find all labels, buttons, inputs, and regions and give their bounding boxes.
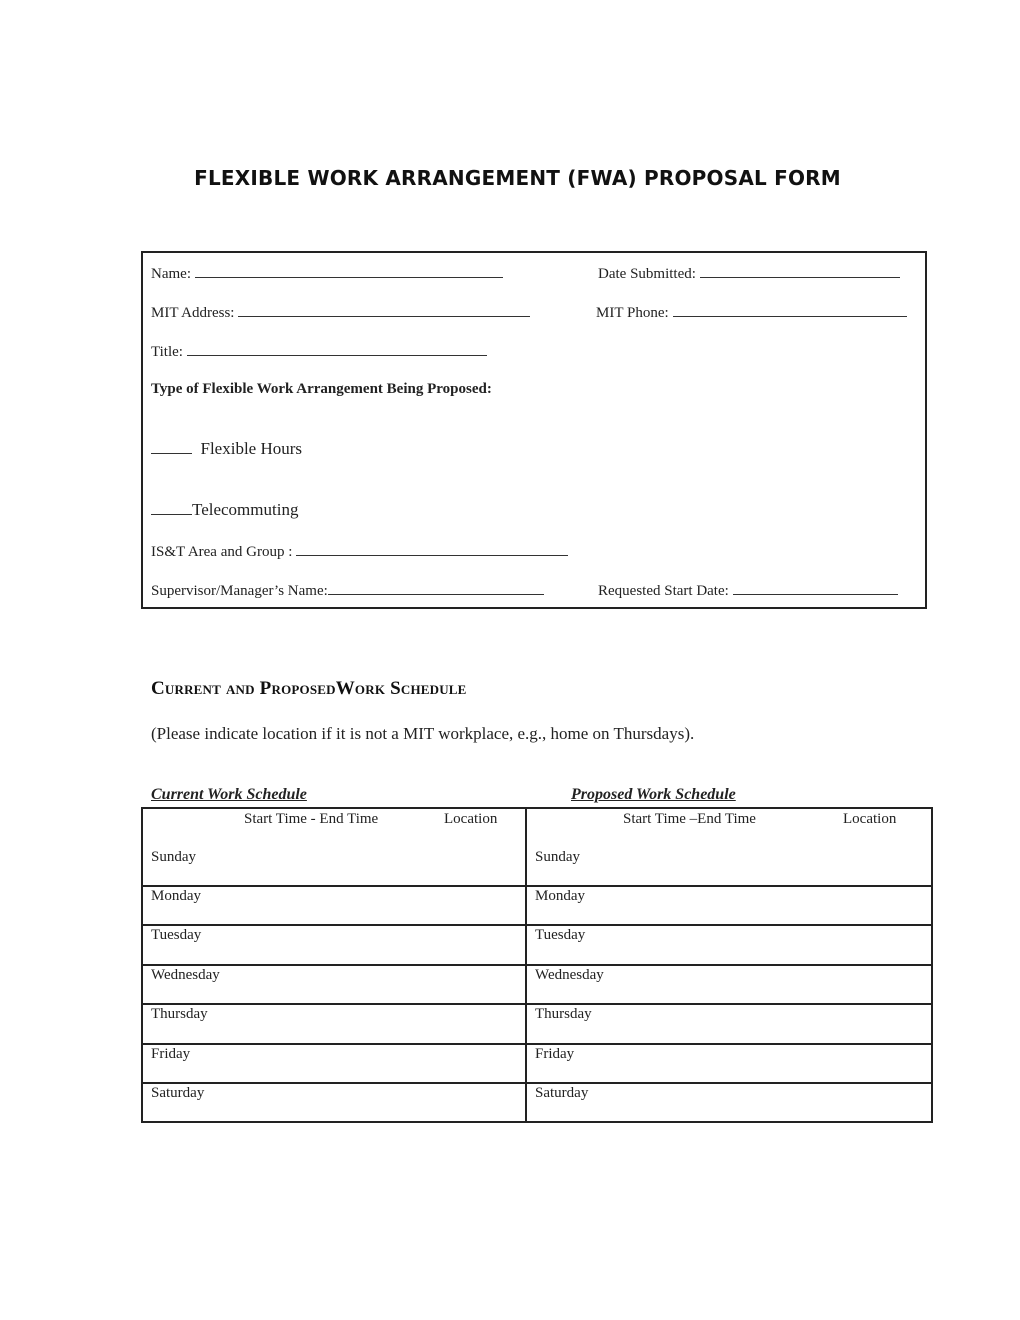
date-submitted-label: Date Submitted: xyxy=(598,266,696,282)
day-label: Monday xyxy=(535,888,585,904)
supervisor-input-line[interactable] xyxy=(328,580,544,595)
option-flexible-hours[interactable] xyxy=(151,439,302,459)
day-label: Sunday xyxy=(535,849,580,865)
schedule-table xyxy=(141,807,933,1123)
proposed-row-sunday[interactable] xyxy=(527,809,931,887)
current-row-thursday[interactable] xyxy=(143,1005,525,1045)
start-date-field[interactable] xyxy=(598,580,898,600)
mit-phone-field[interactable] xyxy=(596,302,907,322)
proposed-row-monday[interactable] xyxy=(527,887,931,926)
day-label: Thursday xyxy=(535,1006,592,1022)
option-telecommuting[interactable] xyxy=(151,500,298,520)
mit-phone-label: MIT Phone: xyxy=(596,305,669,321)
supervisor-field[interactable] xyxy=(151,580,544,600)
telecommuting-blank[interactable] xyxy=(151,500,192,515)
name-label: Name: xyxy=(151,266,191,282)
area-group-field[interactable] xyxy=(151,541,568,561)
day-label: Tuesday xyxy=(535,927,586,943)
mit-phone-input-line[interactable] xyxy=(673,302,907,317)
start-date-label: Requested Start Date: xyxy=(598,583,729,599)
date-submitted-field[interactable] xyxy=(598,263,900,283)
area-group-label: IS&T Area and Group : xyxy=(151,544,293,560)
day-label: Wednesday xyxy=(535,967,604,983)
date-submitted-input-line[interactable] xyxy=(700,263,900,278)
mit-address-field[interactable] xyxy=(151,302,530,322)
current-row-saturday[interactable] xyxy=(143,1084,525,1121)
day-label: Friday xyxy=(151,1046,191,1062)
supervisor-label: Supervisor/Manager’s Name: xyxy=(151,583,328,599)
current-row-sunday[interactable] xyxy=(143,809,525,887)
telecommuting-label: Telecommuting xyxy=(192,500,299,519)
day-label: Saturday xyxy=(151,1085,205,1101)
start-date-input-line[interactable] xyxy=(733,580,898,595)
day-label: Friday xyxy=(535,1046,575,1062)
current-row-friday[interactable] xyxy=(143,1045,525,1084)
proposed-row-tuesday[interactable] xyxy=(527,926,931,966)
current-row-tuesday[interactable] xyxy=(143,926,525,966)
day-label: Wednesday xyxy=(151,967,220,983)
current-schedule-column xyxy=(143,809,527,1121)
proposed-location-header: Location xyxy=(843,811,897,827)
day-label: Sunday xyxy=(151,849,196,865)
current-row-wednesday[interactable] xyxy=(143,966,525,1005)
flexible-hours-blank[interactable] xyxy=(151,439,192,454)
name-field[interactable] xyxy=(151,263,503,283)
day-label: Monday xyxy=(151,888,201,904)
current-schedule-heading: Current Work Schedule xyxy=(151,786,307,803)
proposed-schedule-heading: Proposed Work Schedule xyxy=(571,786,736,803)
flexible-hours-label: Flexible Hours xyxy=(200,439,303,458)
fwa-type-heading: Type of Flexible Work Arrangement Being Proposed: xyxy=(151,381,492,397)
area-group-input-line[interactable] xyxy=(296,541,568,556)
proposed-row-wednesday[interactable] xyxy=(527,966,931,1005)
schedule-note: (Please indicate location if it is not a MIT workplace, e.g., home on Thursdays). xyxy=(151,724,695,743)
day-label: Saturday xyxy=(535,1085,589,1101)
current-location-header: Location xyxy=(444,811,498,827)
proposed-row-saturday[interactable] xyxy=(527,1084,931,1121)
schedule-section-heading: Current and ProposedWork Schedule xyxy=(151,678,467,699)
day-label: Tuesday xyxy=(151,927,202,943)
mit-address-input-line[interactable] xyxy=(238,302,530,317)
proposed-schedule-column xyxy=(527,809,931,1121)
title-input-line[interactable] xyxy=(187,341,487,356)
proposed-row-friday[interactable] xyxy=(527,1045,931,1084)
mit-address-label: MIT Address: xyxy=(151,305,235,321)
title-label: Title: xyxy=(151,344,183,360)
current-row-monday[interactable] xyxy=(143,887,525,926)
title-field[interactable] xyxy=(151,341,487,361)
name-input-line[interactable] xyxy=(195,263,503,278)
form-title: FLEXIBLE WORK ARRANGEMENT (FWA) PROPOSAL FORM xyxy=(194,166,841,190)
current-time-header: Start Time - End Time xyxy=(244,811,379,827)
day-label: Thursday xyxy=(151,1006,208,1022)
proposed-row-thursday[interactable] xyxy=(527,1005,931,1045)
proposed-time-header: Start Time –End Time xyxy=(623,811,756,827)
